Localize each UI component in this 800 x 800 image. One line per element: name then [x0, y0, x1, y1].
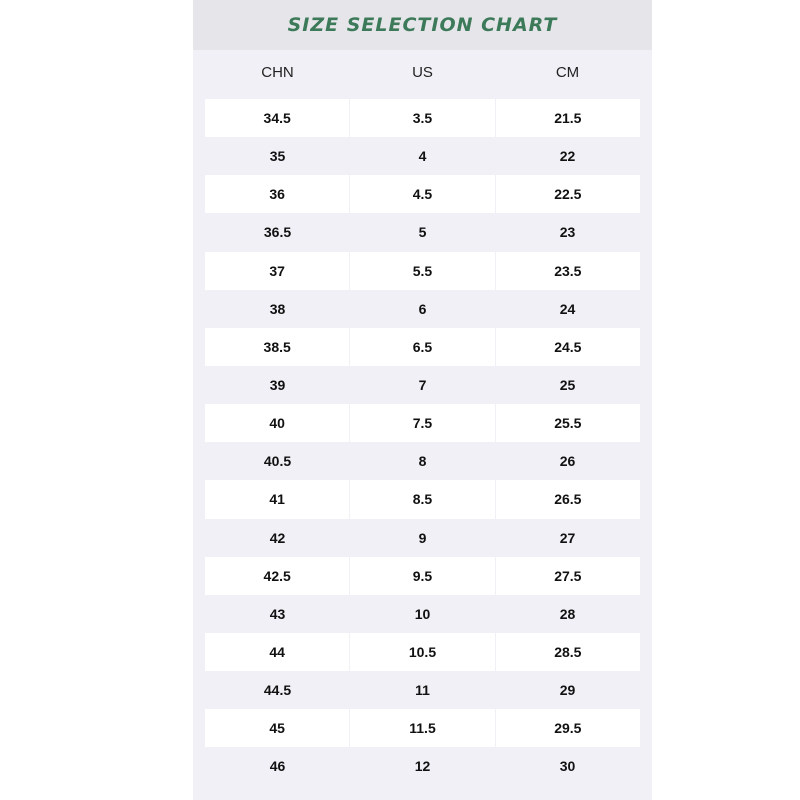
table-cell-us: 8.5	[349, 480, 494, 518]
table-cell-us: 3.5	[349, 99, 494, 137]
table-cell-cm: 25	[559, 377, 576, 394]
table-row	[205, 709, 640, 747]
table-row	[205, 213, 640, 251]
size-table-body	[205, 99, 640, 786]
table-row	[205, 671, 640, 709]
table-row	[205, 137, 640, 175]
table-row	[205, 328, 640, 366]
table-cell-us: 6.5	[349, 328, 494, 366]
table-cell-cm: 28	[559, 605, 576, 622]
table-cell-chn: 37	[269, 262, 285, 279]
table-cell-cm: 29.5	[495, 709, 640, 747]
table-cell-chn: 44.5	[263, 682, 292, 699]
column-header-chn: CHN	[261, 64, 294, 81]
column-header-cm: CM	[555, 64, 580, 81]
table-cell-cm: 23.5	[495, 252, 640, 290]
table-cell-chn: 42.5	[263, 567, 291, 584]
table-cell-chn: 38	[269, 300, 286, 317]
table-cell-us: 8	[418, 453, 427, 470]
table-cell-chn: 34.5	[263, 110, 291, 127]
table-cell-us: 11.5	[349, 709, 494, 747]
table-cell-us: 12	[414, 758, 431, 775]
table-cell-cm: 23	[559, 224, 576, 241]
table-cell-us: 7	[418, 377, 427, 394]
table-cell-us: 10	[414, 605, 431, 622]
title-band	[193, 0, 652, 50]
table-cell-cm: 24.5	[495, 328, 640, 366]
table-cell-cm: 27.5	[495, 557, 640, 595]
table-cell-us: 10.5	[349, 633, 494, 671]
table-cell-chn: 36.5	[263, 224, 292, 241]
table-cell-chn: 40.5	[263, 453, 292, 470]
table-cell-cm: 26	[559, 453, 576, 470]
table-row	[205, 557, 640, 595]
chart-title: SIZE SELECTION CHART	[287, 14, 558, 36]
table-cell-chn: 36	[269, 186, 285, 203]
table-cell-cm: 21.5	[495, 99, 640, 137]
table-cell-us: 5.5	[349, 252, 494, 290]
table-row	[205, 519, 640, 557]
table-row	[205, 595, 640, 633]
table-cell-chn: 44	[269, 644, 285, 661]
table-row	[205, 480, 640, 518]
table-cell-cm: 28.5	[495, 633, 640, 671]
table-cell-cm: 27	[559, 529, 576, 546]
table-row	[205, 175, 640, 213]
table-row	[205, 99, 640, 137]
table-row	[205, 442, 640, 480]
table-cell-cm: 30	[559, 758, 576, 775]
size-chart	[193, 0, 652, 800]
table-cell-cm: 25.5	[495, 404, 640, 442]
table-cell-chn: 42	[269, 529, 286, 546]
table-cell-chn: 41	[269, 491, 285, 508]
table-cell-us: 5	[418, 224, 427, 241]
table-cell-chn: 45	[269, 720, 285, 737]
table-cell-us: 9.5	[349, 557, 494, 595]
table-cell-cm: 26.5	[495, 480, 640, 518]
table-cell-cm: 22	[559, 148, 576, 165]
table-cell-chn: 38.5	[263, 338, 291, 355]
table-row	[205, 252, 640, 290]
column-header-row	[205, 56, 640, 90]
table-cell-chn: 35	[269, 148, 286, 165]
table-cell-chn: 43	[269, 605, 286, 622]
column-header-us: US	[412, 64, 433, 81]
table-cell-us: 6	[418, 300, 427, 317]
table-cell-chn: 39	[269, 377, 286, 394]
table-cell-cm: 24	[559, 300, 576, 317]
table-cell-cm: 22.5	[495, 175, 640, 213]
table-cell-us: 9	[418, 529, 427, 546]
table-row	[205, 366, 640, 404]
table-cell-us: 7.5	[349, 404, 494, 442]
table-cell-us: 4.5	[349, 175, 494, 213]
table-cell-cm: 29	[559, 682, 576, 699]
table-cell-chn: 40	[269, 415, 285, 432]
table-row	[205, 290, 640, 328]
table-row	[205, 633, 640, 671]
table-cell-chn: 46	[269, 758, 286, 775]
table-cell-us: 11	[415, 682, 430, 699]
table-cell-us: 4	[418, 148, 427, 165]
table-row	[205, 404, 640, 442]
table-row	[205, 747, 640, 785]
